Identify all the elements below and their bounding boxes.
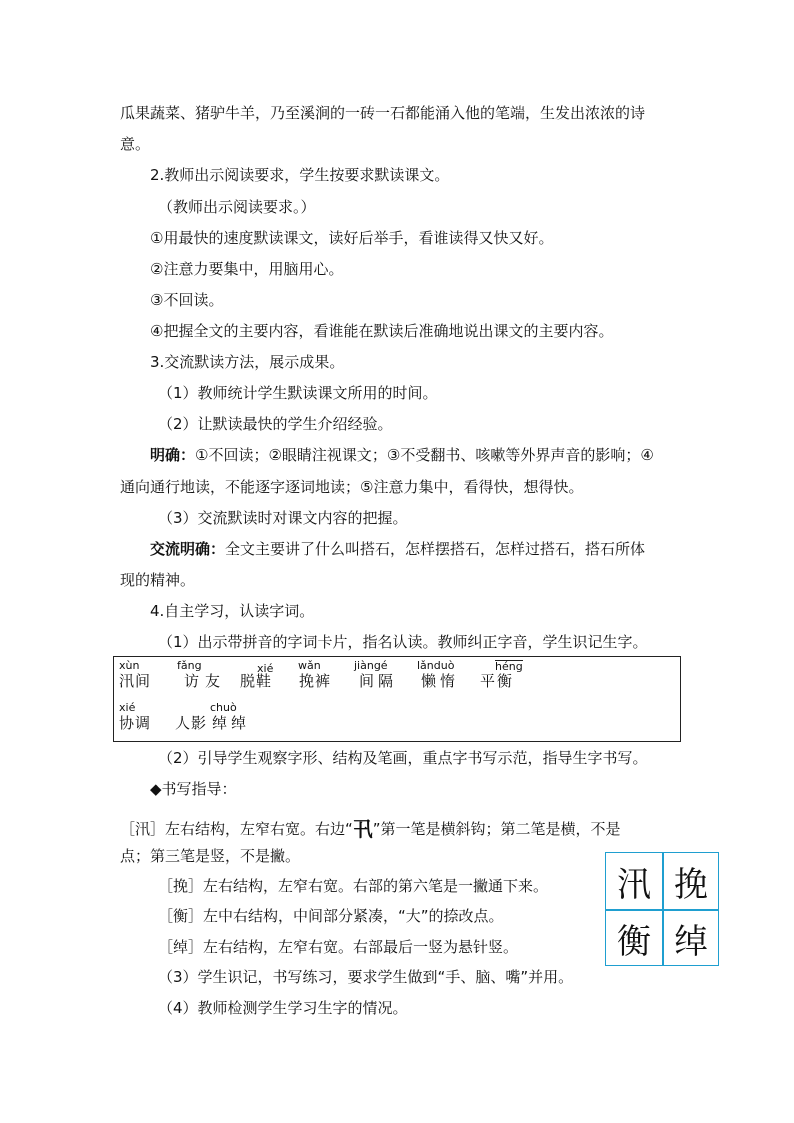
list-item: ④把握全文的主要内容，看谁能在默读后准确地说出课文的主要内容。 xyxy=(150,322,614,340)
paragraph-line: 意。 xyxy=(120,135,151,153)
clarify-text: ①不回读；②眼睛注视课文；③不受翻书、咳嗽等外界声音的影响；④ xyxy=(195,446,654,464)
guide-text: ”第一笔是横斜钩；第二笔是横，不是 xyxy=(372,820,621,838)
list-item: （2）让默读最快的学生介绍经验。 xyxy=(158,415,393,433)
list-item: ③不回读。 xyxy=(150,291,224,309)
vocab-word: 绰绰 xyxy=(212,714,251,732)
paragraph-line xyxy=(150,539,645,559)
paragraph-line: 点；第三笔是竖，不是撇。 xyxy=(120,847,301,865)
list-item: （1）教师统计学生默读课文所用的时间。 xyxy=(158,384,438,402)
pinyin: héng xyxy=(495,660,523,673)
paragraph-line: 现的精神。 xyxy=(120,571,196,589)
list-item: （3）交流默读时对课文内容的把握。 xyxy=(158,509,408,527)
character-grid xyxy=(605,852,719,966)
vocab-word: 间隔 xyxy=(359,672,398,690)
vocab-word: 懒惰 xyxy=(421,672,460,690)
list-item: （2）引导学生观察字形、结构及笔画，重点字书写示范，指导生字书写。 xyxy=(158,749,648,767)
pinyin: xié xyxy=(257,662,274,675)
writing-guide-xun xyxy=(120,819,621,839)
pinyin: lǎnduò xyxy=(417,659,455,672)
vocab-card xyxy=(113,656,681,742)
pinyin: wǎn xyxy=(298,659,321,672)
grid-char: 汛 xyxy=(617,864,651,905)
writing-guide-heng: ［衡］左中右结构，中间部分紧凑，“大”的捺改点。 xyxy=(158,907,504,925)
grid-char: 绰 xyxy=(674,921,708,962)
section-heading: 2.教师出示阅读要求，学生按要求默读课文。 xyxy=(150,166,450,184)
paragraph-line xyxy=(150,445,654,465)
vocab-word: 汛间 xyxy=(119,672,152,690)
pinyin: jiàngé xyxy=(354,659,388,672)
vocab-word: 协调 xyxy=(119,714,152,732)
paragraph-line: （教师出示阅读要求。） xyxy=(158,198,316,216)
vocab-word: 脱鞋 xyxy=(240,672,273,690)
list-item: ①用最快的速度默读课文，读好后举手，看谁读得又快又好。 xyxy=(150,229,554,247)
exchange-clarify-label: 交流明确： xyxy=(150,540,226,558)
paragraph-line: 通向通行地读，不能逐字逐词地读；⑤注意力集中，看得快，想得快。 xyxy=(120,478,584,496)
writing-guide-chuo: ［绰］左右结构，左窄右宽。右部最后一竖为悬针竖。 xyxy=(158,938,519,956)
vocab-word: 挽裤 xyxy=(299,672,332,690)
pinyin: xùn xyxy=(119,659,140,672)
list-item: （3）学生识记，书写练习，要求学生做到“手、脑、嘴”并用。 xyxy=(158,968,574,986)
pinyin: fǎng xyxy=(177,659,202,672)
list-item: （1）出示带拼音的字词卡片，指名认读。教师纠正字音，学生识记生字。 xyxy=(158,633,648,651)
vocab-word: 人影 xyxy=(175,714,208,732)
grid-char: 衡 xyxy=(617,921,651,962)
list-item: ②注意力要集中，用脑用心。 xyxy=(150,260,344,278)
list-item: （4）教师检测学生学习生字的情况。 xyxy=(158,999,408,1017)
section-heading: 4.自主学习，认读字词。 xyxy=(150,602,315,620)
paragraph-line: 瓜果蔬菜、猪驴牛羊，乃至溪涧的一砖一石都能涌入他的笔端，生发出浓浓的诗 xyxy=(120,104,646,122)
section-heading: 3.交流默读方法，展示成果。 xyxy=(150,353,345,371)
clarify-label: 明确： xyxy=(150,446,196,464)
exchange-clarify-text: 全文主要讲了什么叫搭石，怎样摆搭石，怎样过搭石，搭石所体 xyxy=(225,540,646,558)
vocab-word: 平衡 xyxy=(480,672,515,690)
vocab-word: 访友 xyxy=(184,672,227,690)
writing-guide-wan: ［挽］左右结构，左窄右宽。右部的第六笔是一撇通下来。 xyxy=(158,877,549,895)
radical-glyph: 卂 xyxy=(352,817,373,841)
grid-char: 挽 xyxy=(674,864,708,905)
pinyin: chuò xyxy=(210,701,237,714)
pinyin: xié xyxy=(119,701,136,714)
subheading: ◆书写指导： xyxy=(150,780,237,798)
guide-text: ［汛］左右结构，左窄右宽。右边“ xyxy=(120,820,353,838)
